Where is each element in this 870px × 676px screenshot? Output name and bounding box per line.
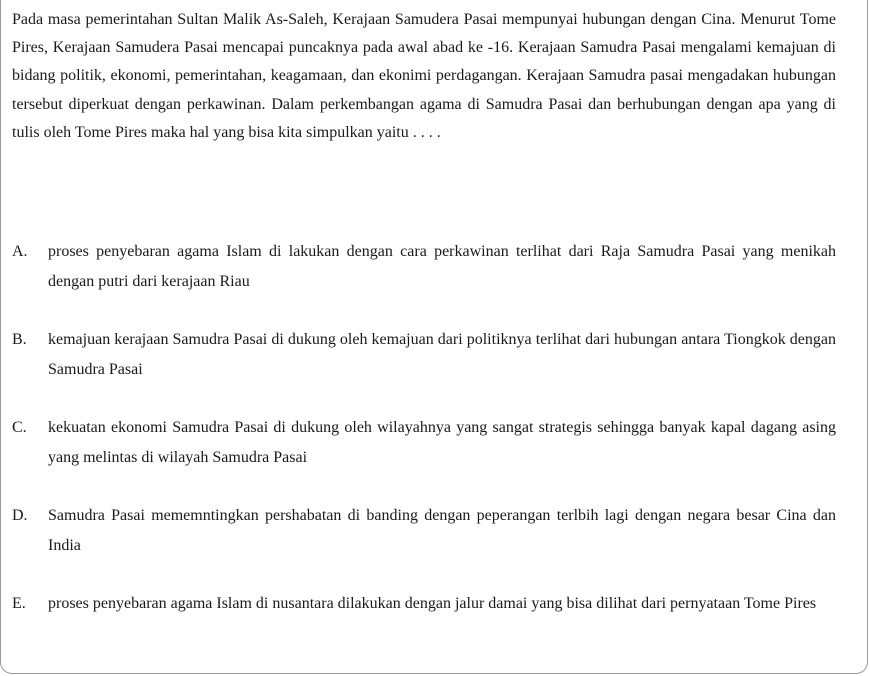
option-a-letter: A. (12, 243, 28, 260)
option-a-text: proses penyebaran agama Islam di lakukan dengan cara perkawinan terlihat dari Raja Samudra Pasai yang menikah dengan putri dari kerajaan Riau (48, 243, 836, 290)
option-b-text: kemajuan kerajaan Samudra Pasai di dukung oleh kemajuan dari politiknya terlihat dari hubungan antara Tiongkok dengan Samudra Pasai (48, 331, 836, 378)
option-d[interactable] (12, 501, 836, 561)
option-b-letter: B. (12, 331, 27, 348)
option-d-letter: D. (12, 507, 28, 524)
option-e-letter: E. (12, 595, 26, 612)
option-d-text: Samudra Pasai mememntingkan pershabatan di banding dengan peperangan terlbih lagi dengan negara besar Cina dan India (48, 507, 836, 554)
question-text: Pada masa pemerintahan Sultan Malik As-Saleh, Kerajaan Samudera Pasai mempunyai hubungan dengan Cina. Menurut Tome Pires, Kerajaan Samudera Pasai mencapai puncaknya pada awal abad ke -16. Kerajaan Samudra Pasai mengalami kemajuan di bidang politik, ekonomi, pemerintahan, keagamaan, dan ekonimi perdagangan. Kerajaan Samudra pasai mengadakan hubungan tersebut diperkuat dengan perkawinan. Dalam perkembangan agama di Samudra Pasai dan berhubungan dengan apa yang di tulis oleh Tome Pires maka hal yang bisa kita simpulkan yaitu . . . . (12, 11, 836, 141)
option-a[interactable] (12, 237, 836, 297)
option-c-letter: C. (12, 419, 27, 436)
option-b[interactable] (12, 325, 836, 385)
option-c-text: kekuatan ekonomi Samudra Pasai di dukung oleh wilayahnya yang sangat strategis sehingga banyak kapal dagang asing yang melintas di wilayah Samudra Pasai (48, 419, 836, 466)
option-e-text: proses penyebaran agama Islam di nusantara dilakukan dengan jalur damai yang bisa dilihat dari pernyataan Tome Pires (48, 595, 817, 612)
option-c[interactable] (12, 413, 836, 473)
option-e[interactable] (12, 589, 836, 619)
